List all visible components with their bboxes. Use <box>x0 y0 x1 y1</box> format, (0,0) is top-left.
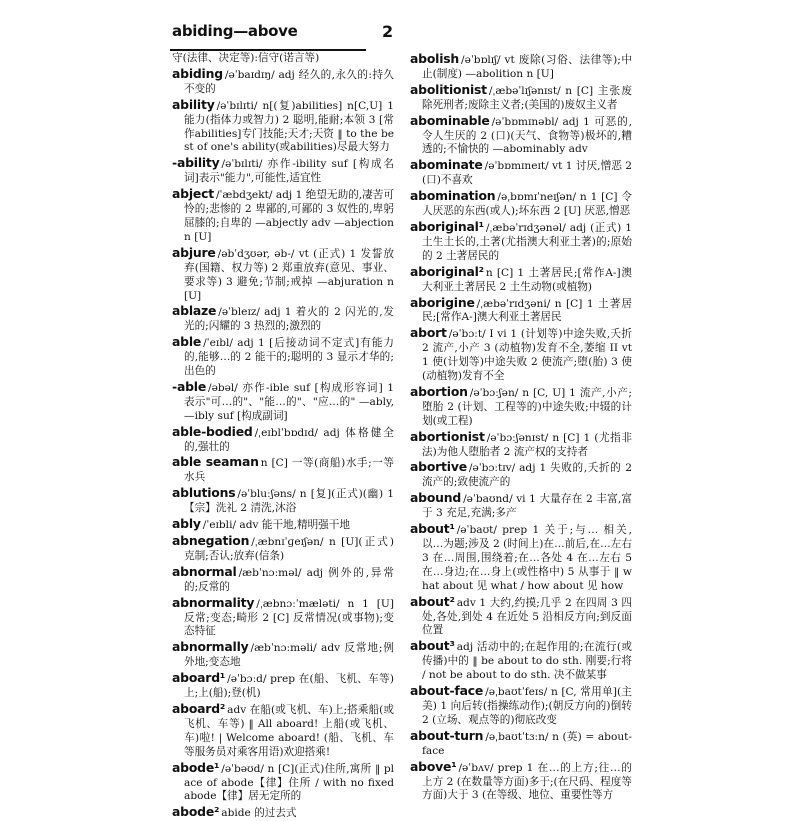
entry-headword: aboriginal² <box>410 263 484 279</box>
entry-definition: /əˈbʌv/ prep 1 在…的上方;往…的上方 2 (在数量等方面)多于;(在尺码、程度等方面)大于 3 (在等级、地位、重要性等方 <box>422 761 632 802</box>
dictionary-entry <box>410 684 632 728</box>
dictionary-entry <box>410 265 632 295</box>
entry-definition: /ˌæbəˈlɪʃənɪst/ n [C] 主张废除死刑者;废除主义者;(美国的)废奴主义者 <box>422 84 632 111</box>
entry-headword: aboard¹ <box>172 670 226 686</box>
dictionary-entry <box>172 304 394 334</box>
dictionary-entry <box>410 220 632 264</box>
dictionary-entry <box>172 596 394 640</box>
entry-headword: abortionist <box>410 428 485 444</box>
dictionary-entry <box>410 639 632 683</box>
entry-definition: /əˌbaʊtˈtɜːn/ n (英) = about-face <box>422 730 632 757</box>
entry-headword: able-bodied <box>172 423 253 439</box>
entry-definition: /ˌæbnɔːˈmæləti/ n 1 [U] 反常;变态;畸形 2 [C] 反常情况(或事物);变态特征 <box>184 597 394 638</box>
entry-headword: aborigine <box>410 294 475 310</box>
entry-headword: about² <box>410 593 455 609</box>
entry-headword: aboard² <box>172 700 226 716</box>
dictionary-entry <box>172 187 394 245</box>
dictionary-entry <box>410 760 632 804</box>
header-rule <box>170 49 366 51</box>
dictionary-entry <box>172 517 394 533</box>
dictionary-entry <box>172 52 394 66</box>
entry-headword: ability <box>172 96 215 112</box>
dictionary-entry <box>172 455 394 485</box>
entry-headword: abnegation <box>172 533 250 548</box>
dictionary-entry <box>410 385 632 429</box>
dictionary-entry <box>172 805 394 821</box>
entry-definition: /əˈbleɪz/ adj 1 着火的 2 闪光的,发光的;闪耀的 3 热烈的;激烈的 <box>184 306 394 333</box>
entry-headword: abominable <box>410 112 490 128</box>
entry-definition: n [C] 1 土著居民;[常作A-]澳大利亚土著居民 2 土生动物(或植物) <box>422 266 632 293</box>
entry-definition: n [C] 一等(商船)水手;一等水兵 <box>184 457 395 484</box>
entry-headword: about-turn <box>410 727 484 743</box>
entry-definition: /əˈbəʊd/ n [C](正式)住所,寓所 ‖ place of abode【律】住所 / with no fixed abode【律】居无定所的 <box>184 762 394 803</box>
entry-definition: /əˈbaɪdɪŋ/ adj 经久的,永久的:持久不变的 <box>184 68 394 95</box>
entry-definition: /əˈbaʊt/ prep 1 关于;与… 相关,以…为题;涉及 2 (时间上)在…前后,在…左右 3 在…周围,围绕着;在…各处 4 在…左右 5 在…身边;在…身上(或性格中) 5 从事于 ‖ what about 见 what / how about 见 how <box>422 524 632 592</box>
entry-headword: about³ <box>410 638 455 654</box>
entry-definition: /əˈbɔːʃənɪst/ n [C] 1 (尤指非法)为他人堕胎者 2 流产权的支持者 <box>422 431 632 458</box>
entry-definition: /æbˈnɔːməl/ adj 例外的,异常的;反常的 <box>184 566 394 593</box>
entry-definition: /əˈbɒmɪneɪt/ vt 1 讨厌,憎恶 2 (口)不喜欢 <box>422 160 632 187</box>
entry-definition: /əˈbɒlɪʃ/ vt 废除(习俗、法律等);中止(制度) —abolition n [U] <box>422 54 632 80</box>
entry-headword: abiding <box>172 65 223 81</box>
entry-headword: abolish <box>410 51 460 66</box>
entry-definition: /ˌæbəˈrɪdʒənəl/ adj (正式) 1 土生土长的,土著(尤指澳大利亚土著)的;原始的 2 土著居民的 <box>422 221 632 262</box>
dictionary-entry <box>410 460 632 490</box>
dictionary-entry <box>172 246 394 304</box>
entry-definition: /ˌæbəˈrɪdʒəni/ n [C] 1 土著居民;[常作A-]澳大利亚土著居民 <box>422 297 632 324</box>
dictionary-entry <box>410 296 632 326</box>
dictionary-entry <box>410 430 632 460</box>
entry-definition: 守(法律、决定等):信守(诺言等) <box>172 52 320 64</box>
entry-definition: abide 的过去式 <box>221 807 297 820</box>
dictionary-entry <box>172 565 394 595</box>
dictionary-entry <box>410 189 632 219</box>
dictionary-entry <box>172 335 394 379</box>
dictionary-entry <box>410 729 632 759</box>
entry-headword: abode² <box>172 804 220 820</box>
entry-headword: abortion <box>410 383 468 399</box>
dictionary-entry <box>172 98 394 156</box>
dictionary-entry <box>410 326 632 384</box>
entry-headword: able seaman <box>172 454 259 470</box>
entry-headword: abominate <box>410 157 483 173</box>
dictionary-entry <box>410 595 632 639</box>
entry-headword: -able <box>172 378 207 394</box>
entry-headword: aboriginal¹ <box>410 218 484 234</box>
entry-definition: adj 活动中的;在起作用的;在流行(或传播)中的 ‖ be about to do sth. 刚要;行将 / not be about to do sth. 决不做某事 <box>422 641 632 682</box>
dictionary-entry <box>172 702 394 760</box>
entry-definition: /əˌbɒmɪˈneɪʃən/ n 1 [C] 令人厌恶的东西(或人);坏东西 2 [U] 厌恶,憎恶 <box>422 191 632 218</box>
entry-definition: adv 在船(或飞机、车)上;搭乘船(或飞机、车等) ‖ All aboard! 上船(或飞机、车)啦! | Welcome aboard! (船、飞机、车等服务员对乘客用语)欢迎搭乘! <box>184 703 394 758</box>
entry-headword: abomination <box>410 188 496 204</box>
entry-headword: about-face <box>410 683 484 699</box>
dictionary-entry <box>172 671 394 701</box>
entry-headword: abjure <box>172 244 216 260</box>
dictionary-entry <box>410 158 632 188</box>
entry-definition: /əˈbɔːtɪv/ adj 1 失败的,夭折的 2 流产的;致使流产的 <box>422 462 632 489</box>
entry-definition: /əbˈdʒʊər, əb-/ vt (正式) 1 发誓放弃(国籍、权力等) 2 郑重放弃(意见、事业、要求等) 3 避免;节制;戒掉 —abjuration n [U] <box>184 247 394 302</box>
entry-definition: /əˈbɔːt/ I vi 1 (计划等)中途失败,夭折 2 流产,小产 3 (动植物)发育不全,萎缩 II vt 1 使(计划等)中途失败 2 使流产;堕(胎) 3 使(动植物)发育不全 <box>422 328 632 383</box>
entry-headword: about¹ <box>410 521 455 537</box>
entry-definition: /əˈbaʊnd/ vi 1 大量存在 2 丰富,富于 3 充足,充满;多产 <box>422 493 632 520</box>
entry-headword: abnormal <box>172 563 237 579</box>
entry-definition: /əˈbɔːd/ prep 在(船、飞机、车等)上;上(船);登(机) <box>184 673 394 700</box>
entry-headword: abortive <box>410 459 467 475</box>
entry-definition: /əbəl/ 亦作-ible suf [构成形容词] 1 表示"可…的"、"能…的"、"应…的" —ably, —ibly suf [构成副词] <box>184 381 394 422</box>
entry-definition: /əˈbɒmɪnəbl/ adj 1 可恶的,令人生厌的 2 (口)(天气、食物等)极坏的,糟透的;不愉快的 —abominably adv <box>422 115 632 156</box>
entry-headword: abnormality <box>172 594 255 610</box>
entry-headword: abode¹ <box>172 759 220 775</box>
dictionary-entry <box>410 522 632 594</box>
left-column <box>172 52 395 820</box>
entry-headword: -ability <box>172 155 220 171</box>
dictionary-entry <box>410 52 632 82</box>
dictionary-entry <box>172 761 394 805</box>
entry-definition: /əˈbɪlɪti/ 亦作-ibility suf [构成名词]表示"能力",可能性,适宜性 <box>184 158 394 185</box>
entry-headword: ably <box>172 516 201 532</box>
page-header <box>170 20 640 44</box>
dictionary-entry <box>172 67 394 97</box>
dictionary-entry <box>410 114 632 158</box>
dictionary-entry <box>410 83 632 113</box>
entry-definition: /əˈbɪlɪti/ n[(复)abilities] n[C,U] 1 能力(指体力或智力) 2 聪明,能耐;本领 3 [常作abilities]专门技能;天才;天资 ‖ to the best of one's ability(或abilities)尽最大努力 <box>184 99 394 154</box>
dictionary-entry <box>172 156 394 186</box>
dictionary-entry <box>410 491 632 521</box>
dictionary-entry <box>172 486 394 516</box>
entry-definition: adv 1 大约,约摸;几乎 2 在四周 3 四处,各处,到处 4 在近处 5 沿相反方向;到反面位置 <box>422 596 632 637</box>
entry-headword: abnormally <box>172 639 249 655</box>
dictionary-entry <box>172 425 394 455</box>
dictionary-entry <box>172 380 394 424</box>
entry-definition: /ˈeɪbl/ adj 1 [后接动词不定式]有能力的,能够…的 2 能干的;聪明的 3 显示才华的;出色的 <box>184 337 394 378</box>
entry-headword: ablutions <box>172 485 236 501</box>
entry-headword: abject <box>172 186 214 202</box>
entry-headword: abolitionist <box>410 81 487 97</box>
entry-definition: /əˈbluːʃəns/ n [复](正式)(幽) 1【宗】洗礼 2 清洗,沐浴 <box>184 488 394 515</box>
entry-headword: ablaze <box>172 303 217 319</box>
entry-definition: /ˈeɪbli/ adv 能干地,精明强干地 <box>202 519 350 532</box>
entry-headword: able <box>172 334 202 350</box>
entry-definition: /əˌbaʊtˈfeɪs/ n [C, 常用单](主美) 1 向后转(指操练动作);(朝反方向的)倒转 2 (立场、观点等的)彻底改变 <box>422 686 632 726</box>
right-column <box>410 51 632 802</box>
entry-definition: /ˈæbdʒekt/ adj 1 绝望无助的,凄苦可怜的;悲惨的 2 卑鄙的,可鄙的 3 奴性的,卑躬屈膝的;自卑的 —abjectly adv —abjection n [U] <box>184 189 394 243</box>
entry-headword: abound <box>410 490 462 506</box>
dictionary-entry <box>172 534 394 564</box>
entry-headword: abort <box>410 325 447 341</box>
dictionary-page <box>170 14 640 820</box>
entry-definition: /əˈbɔːʃən/ n [C, U] 1 流产,小产;堕胎 2 (计划、工程等的)中途失败;中辍的计划(或工程) <box>422 386 632 427</box>
entry-definition: /ˌæbnɪˈɡeɪʃən/ n [U](正式)克制;否认;放弃(信条) <box>184 536 394 562</box>
guide-words: abiding—above <box>172 22 298 40</box>
entry-definition: /æbˈnɔːməli/ adv 反常地;例外地;变态地 <box>184 642 394 669</box>
dictionary-entry <box>172 640 394 670</box>
entry-definition: /ˌeɪblˈbɒdɪd/ adj 体格健全的,强壮的 <box>184 426 394 453</box>
page-number: 2 <box>382 22 394 41</box>
entry-headword: above¹ <box>410 758 457 774</box>
